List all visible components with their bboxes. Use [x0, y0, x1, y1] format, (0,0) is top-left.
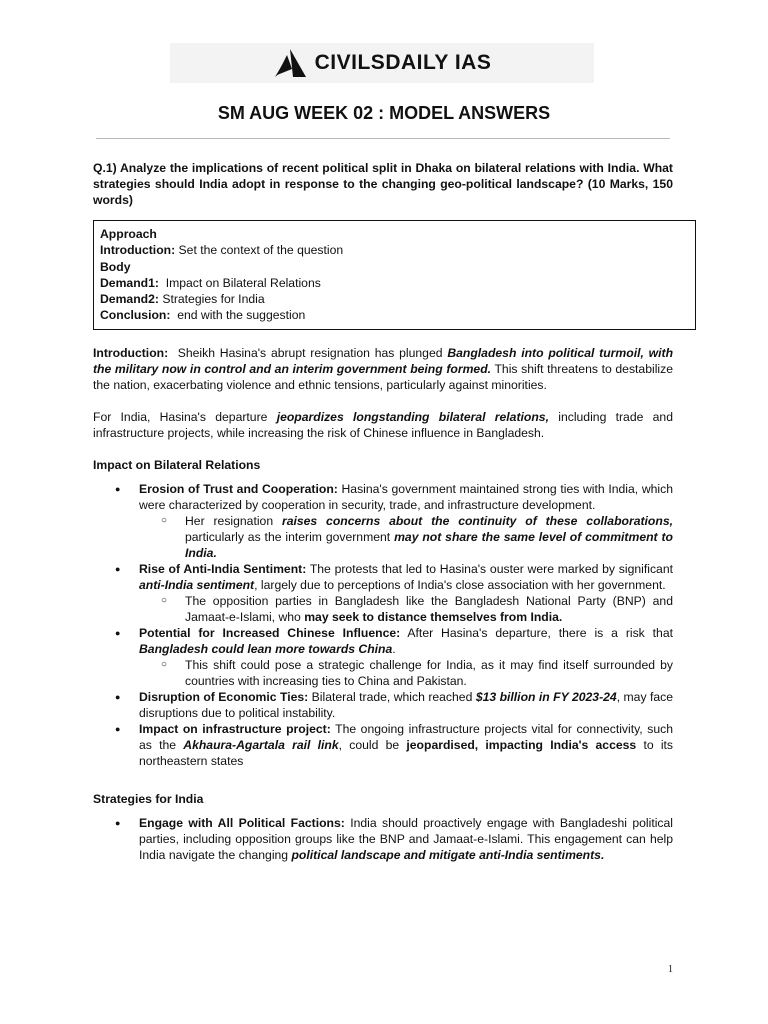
approach-body-label: Body	[100, 259, 131, 274]
title-divider	[96, 138, 670, 139]
intro-paragraph: Introduction: Sheikh Hasina's abrupt resignation has plunged Bangladesh into political turmoil, with the military now in control and an interim government being formed. This shift threatens to destabilize the nation, exacerbating violence and ethnic tensions, particularly against minorities.	[93, 345, 674, 392]
list-item: ○ The opposition parties in Bangladesh like the Bangladesh National Party (BNP) and Jamaat-e-Islami, who may seek to distance themselves from India.	[93, 593, 673, 625]
approach-heading: Approach	[100, 227, 157, 241]
list-item: ○ Her resignation raises concerns about the continuity of these collaborations, particularly as the interim government may not share the same level of commitment to India.	[93, 513, 673, 561]
list-item: ● Impact on infrastructure project: The ongoing infrastructure projects vital for connectivity, such as the Akhaura-Agartala rail link, could be jeopardised, impacting India's access to its northeastern states	[93, 721, 673, 769]
list-item: ○ This shift could pose a strategic challenge for India, as it may find itself surrounded by countries with increasing ties to China and Pakistan.	[93, 657, 673, 689]
impact-list	[93, 481, 673, 769]
list-item: ● Disruption of Economic Ties: Bilateral trade, which reached $13 billion in FY 2023-24, may face disruptions due to political instability.	[93, 689, 673, 721]
page-number: 1	[668, 964, 673, 975]
list-item: ● Erosion of Trust and Cooperation: Hasina's government maintained strong ties with India, which were characterized by cooperation in security, trade, and infrastructure development.	[93, 481, 673, 513]
strategies-list	[93, 815, 673, 863]
brand-name: CIVILSDAILY IAS	[314, 51, 492, 74]
list-item: ● Potential for Increased Chinese Influence: After Hasina's departure, there is a risk that Bangladesh could lean more towards China.	[93, 625, 673, 657]
approach-box	[93, 220, 696, 330]
civilsdaily-logo-icon	[273, 48, 307, 78]
intro-paragraph-2: For India, Hasina's departure jeopardizes longstanding bilateral relations, including trade and infrastructure projects, while increasing the risk of Chinese influence in Bangladesh.	[93, 409, 673, 440]
list-item: ● Rise of Anti-India Sentiment: The protests that led to Hasina's ouster were marked by significant anti-India sentiment, largely due to perceptions of India's close association with her government.	[93, 561, 673, 593]
page-title: SM AUG WEEK 02 : MODEL ANSWERS	[217, 103, 551, 123]
strategies-heading: Strategies for India	[93, 791, 204, 806]
impact-heading: Impact on Bilateral Relations	[93, 457, 261, 472]
approach-demand2: Demand2: Strategies for India	[100, 292, 265, 307]
approach-conclusion: Conclusion: end with the suggestion	[100, 308, 306, 323]
approach-intro: Introduction: Set the context of the question	[100, 243, 344, 258]
approach-demand1: Demand1: Impact on Bilateral Relations	[100, 275, 321, 290]
brand-logo	[273, 48, 492, 78]
list-item: ● Engage with All Political Factions: India should proactively engage with Bangladeshi political parties, including opposition groups like the BNP and Jamaat-e-Islami. This engagement can help India navigate the changing political landscape and mitigate anti-India sentiments.	[93, 815, 673, 863]
document-body	[93, 160, 673, 863]
question-text: Q.1) Analyze the implications of recent political split in Dhaka on bilateral relations with India. What strategies should India adopt in response to the changing geo-political landscape? (10 Marks, 150 words)	[93, 161, 673, 207]
brand-banner	[170, 43, 594, 83]
